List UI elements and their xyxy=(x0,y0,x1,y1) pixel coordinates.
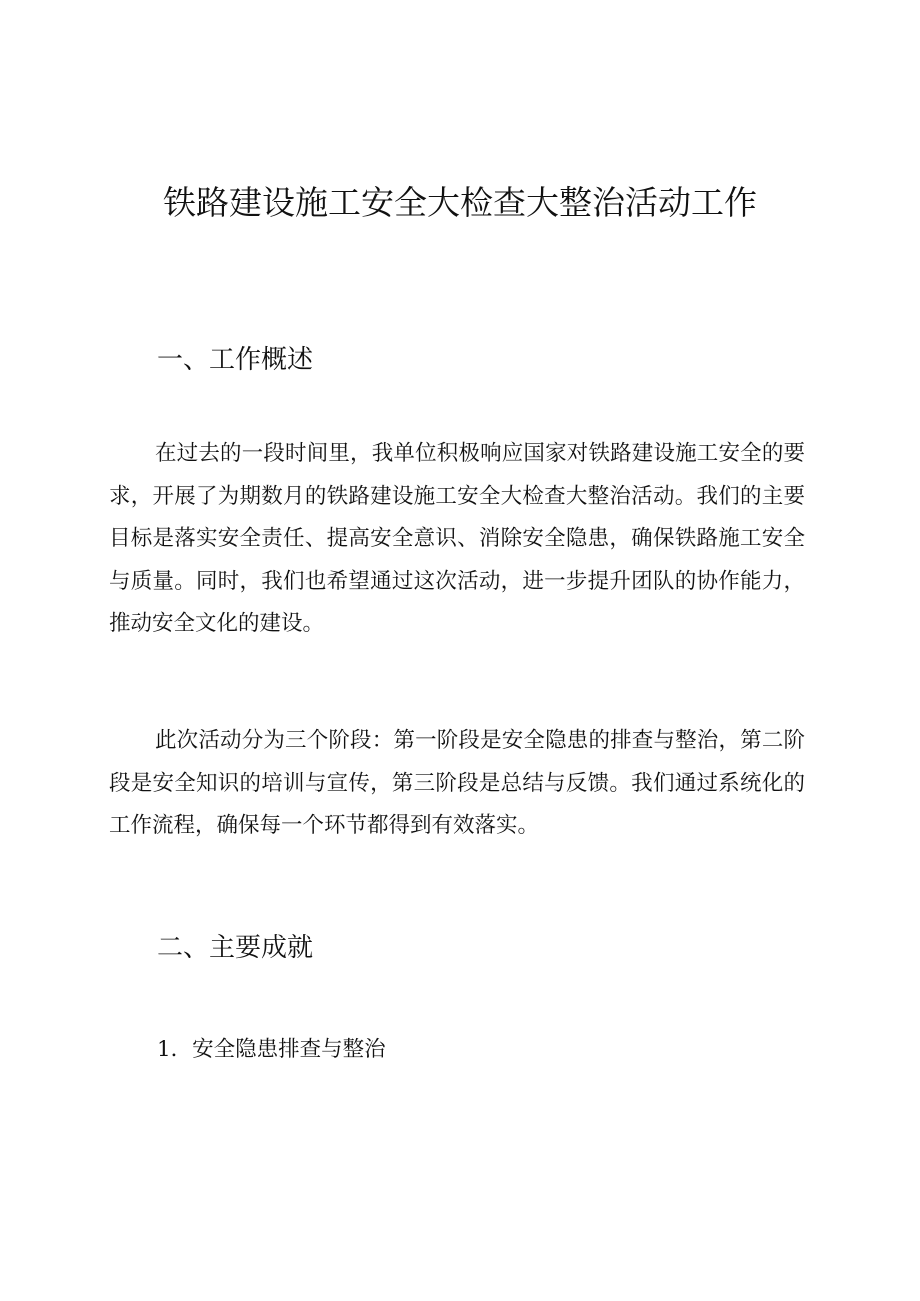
subheading-hazard-inspection: 1．安全隐患排查与整治 xyxy=(157,1037,386,1062)
document-title: 铁路建设施工安全大检查大整治活动工作 xyxy=(163,183,757,222)
overview-paragraph-2: 此次活动分为三个阶段：第一阶段是安全隐患的排查与整治，第二阶段是安全知识的培训与宣传，第三阶段是总结与反馈。我们通过系统化的工作流程，确保每一个环节都得到有效落实。 xyxy=(109,728,805,838)
section-heading-overview: 一、工作概述 xyxy=(157,345,314,375)
section-heading-achievements: 二、主要成就 xyxy=(157,933,314,963)
overview-paragraph-1: 在过去的一段时间里，我单位积极响应国家对铁路建设施工安全的要求，开展了为期数月的铁路建设施工安全大检查大整治活动。我们的主要目标是落实安全责任、提高安全意识、消除安全隐患，确保铁路施工安全与质量。同时，我们也希望通过这次活动，进一步提升团队的协作能力，推动安全文化的建设。 xyxy=(109,441,805,636)
